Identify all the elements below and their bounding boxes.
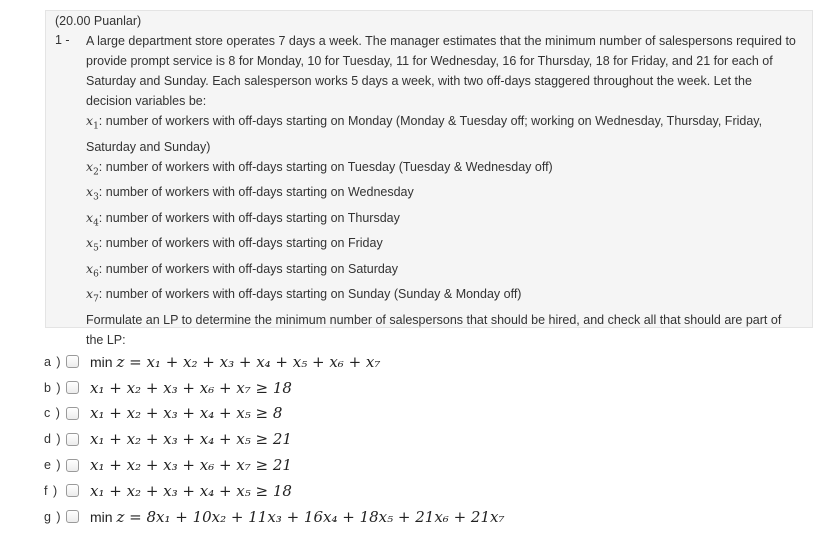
option-checkbox[interactable] xyxy=(66,484,79,497)
question-points: (20.00 Puanlar) xyxy=(55,14,142,28)
question-number: 1 - xyxy=(55,33,70,47)
question-intro: A large department store operates 7 days a week. The manager estimates that the minimum number of salespersons required to provide prompt service is 8 for Monday, 10 for Tuesday, 11 for Wednesday, 16 for Thursday, 18 for Friday, and 21 for each of Saturday and Sunday. Each salesperson works 5 days a week, with two off-days staggered throughout the week. Let the decision variables be: xyxy=(86,34,796,108)
option-formula: x₁ + x₂ + x₃ + x₄ + x₅ ≥ 18 xyxy=(90,481,292,500)
option-a[interactable] xyxy=(44,349,804,375)
option-c[interactable] xyxy=(44,401,804,427)
option-checkbox[interactable] xyxy=(66,459,79,472)
question-instruction: Formulate an LP to determine the minimum number of salespersons that should be hired, and check all that should are part of the LP: xyxy=(86,312,782,347)
variable-item: $x_7$: number of workers with off-days starting on Sunday (Sunday & Monday off) xyxy=(86,286,522,305)
option-letter: c ) xyxy=(44,406,61,421)
question-box xyxy=(45,10,813,347)
variable-symbol: $x_3$ xyxy=(86,184,99,203)
option-letter: e ) xyxy=(44,458,62,473)
variable-symbol: $x_7$ xyxy=(86,286,99,305)
option-formula: min z = x₁ + x₂ + x₃ + x₄ + x₅ + x₆ + x₇ xyxy=(90,352,381,371)
option-d[interactable] xyxy=(44,426,804,452)
variable-symbol: $x_1$ xyxy=(86,113,99,132)
option-g[interactable] xyxy=(44,504,804,530)
option-formula: x₁ + x₂ + x₃ + x₄ + x₅ ≥ 8 xyxy=(90,404,283,423)
variable-item: $x_6$: number of workers with off-days starting on Saturday xyxy=(86,260,399,279)
answer-options xyxy=(44,349,804,530)
option-checkbox[interactable] xyxy=(66,433,79,446)
variable-symbol: $x_4$ xyxy=(86,209,99,228)
variable-item: $x_4$: number of workers with off-days starting on Thursday xyxy=(86,209,400,228)
variable-symbol: $x_5$ xyxy=(86,235,99,254)
option-checkbox[interactable] xyxy=(66,407,79,420)
variable-item: $x_2$: number of workers with off-days starting on Tuesday (Tuesday & Wednesday off) xyxy=(86,158,553,177)
option-letter: a ) xyxy=(44,354,62,369)
question-text xyxy=(86,31,801,350)
option-letter: f ) xyxy=(44,483,59,498)
option-f[interactable] xyxy=(44,478,804,504)
option-letter: b ) xyxy=(44,380,62,395)
variable-item: $x_3$: number of workers with off-days starting on Wednesday xyxy=(86,184,414,203)
option-letter: d ) xyxy=(44,432,62,447)
option-letter: g ) xyxy=(44,509,62,524)
option-checkbox[interactable] xyxy=(66,381,79,394)
variable-list xyxy=(86,111,801,310)
option-checkbox[interactable] xyxy=(66,355,79,368)
option-e[interactable] xyxy=(44,452,804,478)
option-formula: x₁ + x₂ + x₃ + x₆ + x₇ ≥ 21 xyxy=(90,456,292,475)
option-checkbox[interactable] xyxy=(66,510,79,523)
option-formula: x₁ + x₂ + x₃ + x₆ + x₇ ≥ 18 xyxy=(90,378,292,397)
variable-symbol: $x_2$ xyxy=(86,158,99,177)
variable-item: $x_5$: number of workers with off-days starting on Friday xyxy=(86,235,383,254)
variable-item: $x_1$: number of workers with off-days starting on Monday (Monday & Tuesday off; working on Wednesday, Thursday, Friday, Saturday and Sunday) xyxy=(86,113,763,154)
option-b[interactable] xyxy=(44,375,804,401)
variable-symbol: $x_6$ xyxy=(86,260,99,279)
option-formula: min z = 8x₁ + 10x₂ + 11x₃ + 16x₄ + 18x₅ + 21x₆ + 21x₇ xyxy=(90,507,505,526)
option-formula: x₁ + x₂ + x₃ + x₄ + x₅ ≥ 21 xyxy=(90,430,292,449)
